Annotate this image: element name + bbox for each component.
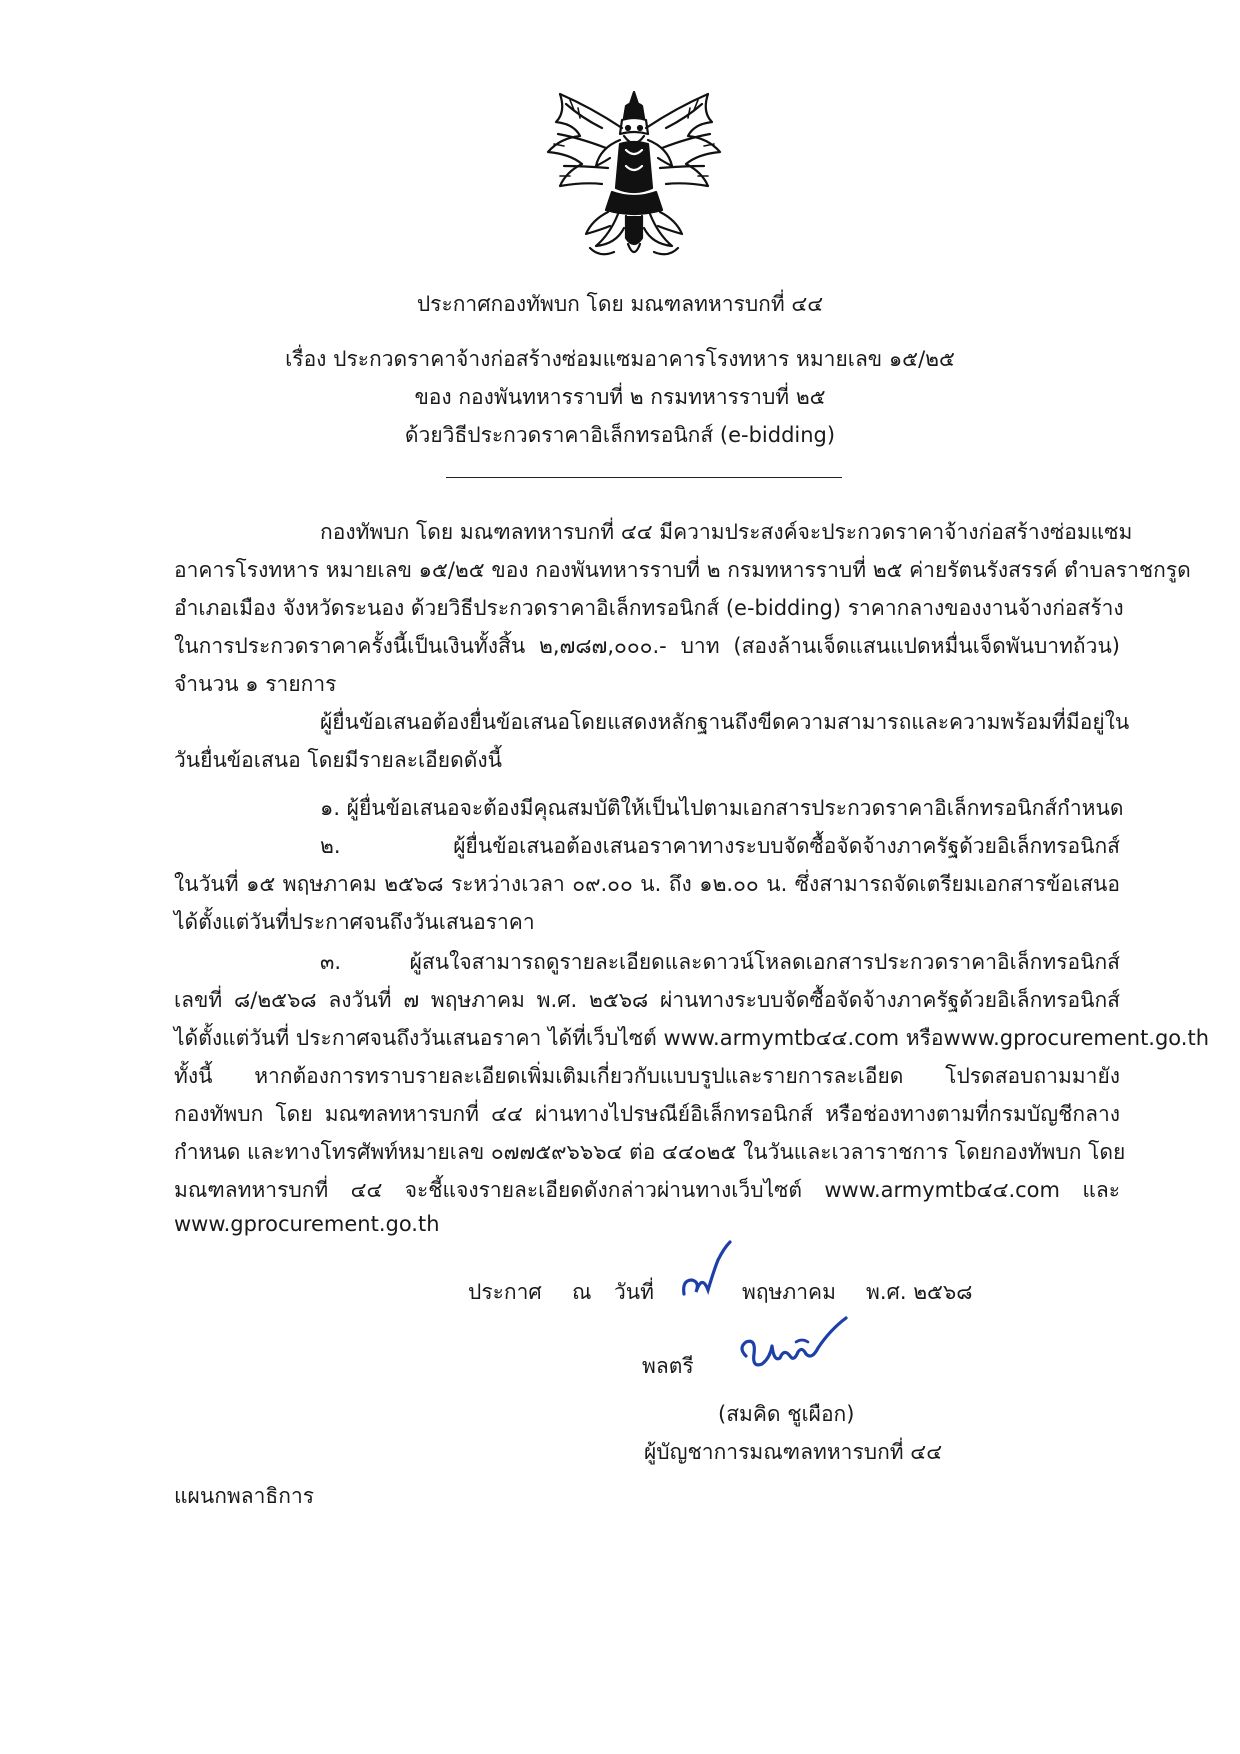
day-label: วันที่ [614, 1280, 654, 1304]
signer-name: (สมคิด ชูเผือก) [718, 1402, 855, 1426]
paragraph-1-line: กองทัพบก โดย มณฑลทหารบกที่ ๔๔ มีความประสงค์จะประกวดราคาจ้างก่อสร้างซ่อมแซม [320, 520, 1133, 544]
handwritten-day [680, 1240, 734, 1310]
month-label: พฤษภาคม [742, 1280, 836, 1304]
year-label: พ.ศ. ๒๕๖๘ [866, 1280, 973, 1304]
list-item-3-line: ๓. ผู้สนใจสามารถดูรายละเอียดและดาวน์โหลดเอกสารประกวดราคาอิเล็กทรอนิกส์ [320, 950, 1120, 974]
announce-label: ประกาศ [468, 1280, 542, 1304]
list-item-3-line: www.gprocurement.go.th [174, 1212, 440, 1236]
list-item-3-line: ทั้งนี้ หากต้องการทราบรายละเอียดเพิ่มเติมเกี่ยวกับแบบรูปและรายการละเอียด โปรดสอบถามมายัง [174, 1064, 1120, 1088]
announcement-method: ด้วยวิธีประกวดราคาอิเล็กทรอนิกส์ (e-bidding) [404, 423, 836, 447]
list-item-2-line: ๒. ผู้ยื่นข้อเสนอต้องเสนอราคาทางระบบจัดซื้อจัดจ้างภาครัฐด้วยอิเล็กทรอนิกส์ [320, 834, 1120, 858]
paragraph-1-line: อำเภอเมือง จังหวัดระนอง ด้วยวิธีประกวดราคาอิเล็กทรอนิกส์ (e-bidding) ราคากลางของงานจ้างก่อสร้าง [174, 596, 1124, 620]
paragraph-1-line: ในการประกวดราคาครั้งนี้เป็นเงินทั้งสิ้น ๒,๗๘๗,๐๐๐.- บาท (สองล้านเจ็ดแสนแปดหมื่นเจ็ดพันบาทถ้วน) [174, 634, 1120, 658]
list-item-2-line: ได้ตั้งแต่วันที่ประกาศจนถึงวันเสนอราคา [174, 910, 535, 934]
paragraph-1-line: จำนวน ๑ รายการ [174, 672, 337, 696]
paragraph-2-line: วันยื่นข้อเสนอ โดยมีรายละเอียดดังนี้ [174, 748, 502, 772]
rank-label: พลตรี [642, 1354, 694, 1378]
list-item-3-line: ได้ตั้งแต่วันที่ ประกาศจนถึงวันเสนอราคา ได้ที่เว็บไซต์ www.armymtb๔๔.com หรือwww.gprocurement.go.th [174, 1026, 1210, 1050]
garuda-emblem-icon [530, 88, 738, 262]
signer-position: ผู้บัญชาการมณฑลทหารบกที่ ๔๔ [644, 1440, 943, 1464]
paragraph-1-line: อาคารโรงทหาร หมายเลข ๑๕/๒๕ ของ กองพันทหารราบที่ ๒ กรมทหารราบที่ ๒๕ ค่ายรัตนรังสรรค์ ตำบลราชกรูด [174, 558, 1191, 582]
paragraph-2-line: ผู้ยื่นข้อเสนอต้องยื่นข้อเสนอโดยแสดงหลักฐานถึงขีดความสามารถและความพร้อมที่มีอยู่ใน [320, 710, 1130, 734]
announcement-title: ประกาศกองทัพบก โดย มณฑลทหารบกที่ ๔๔ [416, 292, 824, 316]
at-label: ณ [572, 1280, 592, 1304]
list-item-3-line: กำหนด และทางโทรศัพท์หมายเลข ๐๗๗๕๙๖๖๖๔ ต่อ ๔๔๐๒๕ ในวันและเวลาราชการ โดยกองทัพบก โดย [174, 1140, 1126, 1164]
list-item-1: ๑. ผู้ยื่นข้อเสนอจะต้องมีคุณสมบัติให้เป็นไปตามเอกสารประกวดราคาอิเล็กทรอนิกส์กำหนด [320, 796, 1124, 820]
department-label: แผนกพลาธิการ [174, 1484, 315, 1508]
announcement-subject: เรื่อง ประกวดราคาจ้างก่อสร้างซ่อมแซมอาคารโรงทหาร หมายเลข ๑๕/๒๕ [285, 347, 955, 371]
header-divider [446, 477, 842, 478]
list-item-3-line: มณฑลทหารบกที่ ๔๔ จะชี้แจงรายละเอียดดังกล่าวผ่านทางเว็บไซต์ www.armymtb๔๔.com และ [174, 1178, 1120, 1202]
announcement-unit: ของ กองพันทหารราบที่ ๒ กรมทหารราบที่ ๒๕ [414, 385, 826, 409]
list-item-3-line: เลขที่ ๘/๒๕๖๘ ลงวันที่ ๗ พฤษภาคม พ.ศ. ๒๕๖๘ ผ่านทางระบบจัดซื้อจัดจ้างภาครัฐด้วยอิเล็กทรอนิกส์ [174, 988, 1120, 1012]
list-item-2-line: ในวันที่ ๑๕ พฤษภาคม ๒๕๖๘ ระหว่างเวลา ๐๙.๐๐ น. ถึง ๑๒.๐๐ น. ซึ่งสามารถจัดเตรียมเอกสารข้อเสนอ [174, 872, 1120, 896]
signature-mark [736, 1312, 856, 1382]
list-item-3-line: กองทัพบก โดย มณฑลทหารบกที่ ๔๔ ผ่านทางไปรษณีย์อิเล็กทรอนิกส์ หรือช่องทางตามที่กรมบัญชีกลาง [174, 1102, 1120, 1126]
